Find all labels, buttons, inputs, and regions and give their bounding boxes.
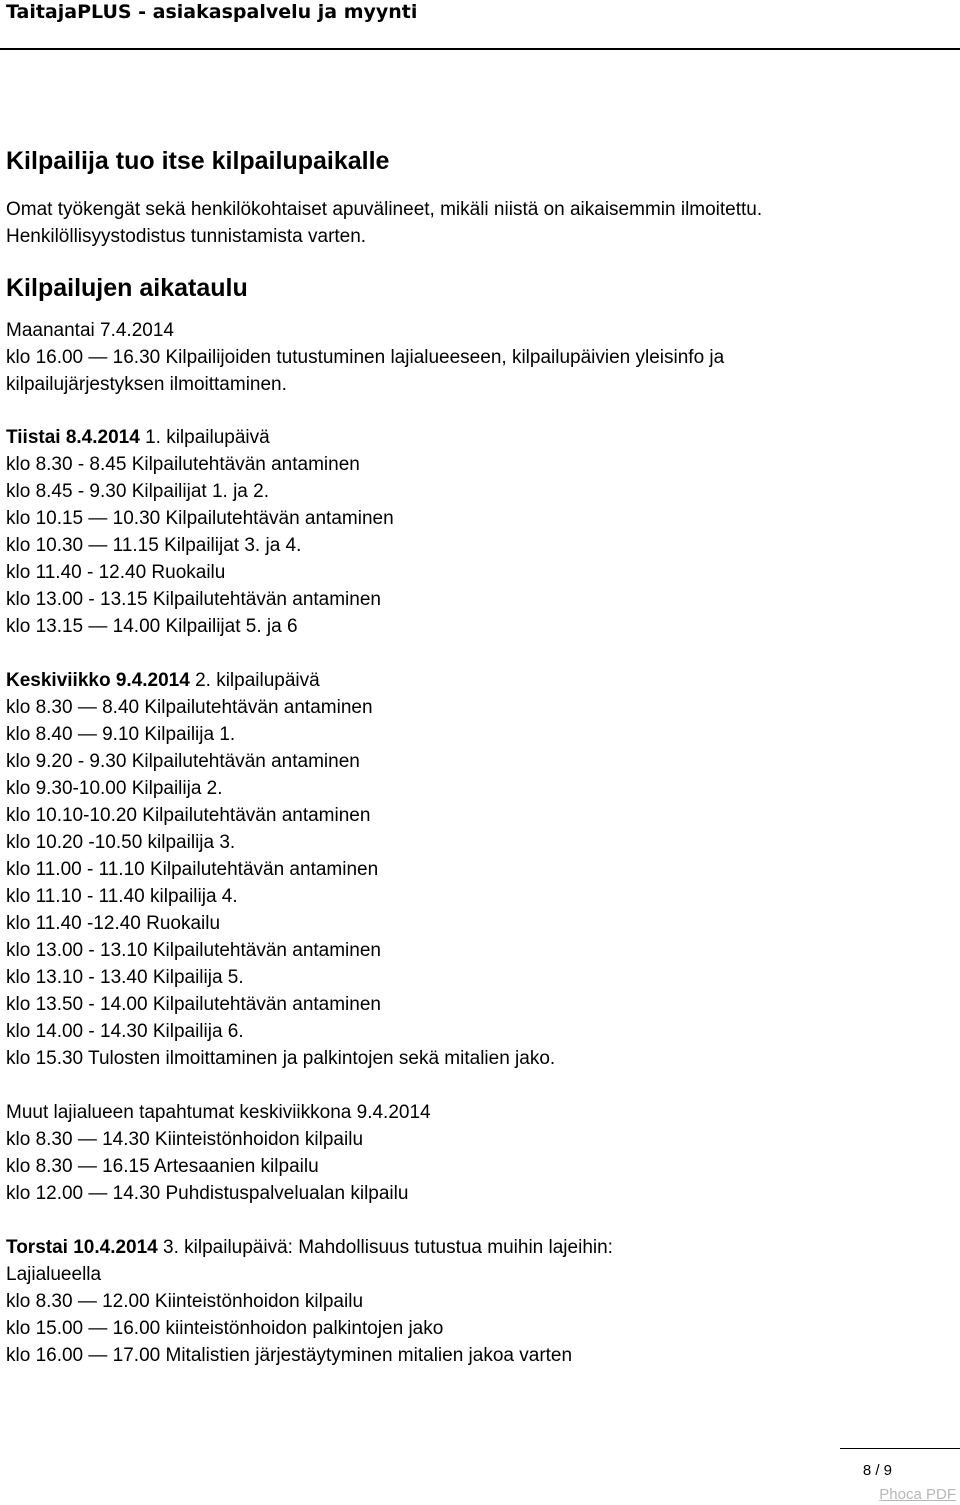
schedule-line: klo 15.00 — 16.00 kiinteistönhoidon palkintojen jako bbox=[6, 1318, 444, 1339]
thursday-date: Torstai 10.4.2014 bbox=[6, 1237, 158, 1258]
document-body bbox=[6, 145, 946, 1369]
header-divider bbox=[0, 48, 960, 50]
schedule-line: klo 13.00 - 13.15 Kilpailutehtävän antaminen bbox=[6, 589, 381, 610]
schedule-line: klo 13.15 — 14.00 Kilpailijat 5. ja 6 bbox=[6, 616, 298, 637]
schedule-line: klo 10.15 — 10.30 Kilpailutehtävän antaminen bbox=[6, 508, 394, 529]
section-title-bring-items: Kilpailija tuo itse kilpailupaikalle bbox=[6, 147, 390, 175]
schedule-line: klo 16.00 — 16.30 Kilpailijoiden tutustuminen lajialueeseen, kilpailupäivien yleisinfo ja bbox=[6, 347, 725, 368]
schedule-line: klo 8.30 - 8.45 Kilpailutehtävän antaminen bbox=[6, 454, 360, 475]
schedule-line: klo 14.00 - 14.30 Kilpailija 6. bbox=[6, 1021, 244, 1042]
schedule-line: klo 9.30-10.00 Kilpailija 2. bbox=[6, 778, 223, 799]
schedule-line: klo 11.40 - 12.40 Ruokailu bbox=[6, 562, 226, 583]
schedule-line: klo 11.00 - 11.10 Kilpailutehtävän antaminen bbox=[6, 859, 379, 880]
schedule-line: klo 10.10-10.20 Kilpailutehtävän antaminen bbox=[6, 805, 371, 826]
schedule-line: Lajialueella bbox=[6, 1264, 102, 1285]
thursday-heading bbox=[6, 1234, 946, 1261]
bring-items-line: Henkilöllisyystodistus tunnistamista varten. bbox=[6, 226, 367, 247]
phoca-pdf-link[interactable]: Phoca PDF bbox=[879, 1486, 956, 1503]
schedule-line: klo 8.30 — 14.30 Kiinteistönhoidon kilpailu bbox=[6, 1129, 364, 1150]
wednesday-date: Keskiviikko 9.4.2014 bbox=[6, 670, 190, 691]
bring-items-line: Omat työkengät sekä henkilökohtaiset apuvälineet, mikäli niistä on aikaisemmin ilmoitettu. bbox=[6, 199, 763, 220]
schedule-line: klo 13.50 - 14.00 Kilpailutehtävän antaminen bbox=[6, 994, 381, 1015]
schedule-line: kilpailujärjestyksen ilmoittaminen. bbox=[6, 374, 287, 395]
tuesday-date: Tiistai 8.4.2014 bbox=[6, 427, 140, 448]
other-events-heading: Muut lajialueen tapahtumat keskiviikkona 9.4.2014 bbox=[6, 1102, 431, 1123]
schedule-line: klo 16.00 — 17.00 Mitalistien järjestäytyminen mitalien jakoa varten bbox=[6, 1345, 573, 1366]
wednesday-day-label: 2. kilpailupäivä bbox=[189, 670, 320, 691]
schedule-line: klo 8.30 — 12.00 Kiinteistönhoidon kilpailu bbox=[6, 1291, 364, 1312]
wednesday-heading bbox=[6, 667, 946, 694]
tuesday-heading bbox=[6, 424, 946, 451]
document-header-title: TaitajaPLUS - asiakaspalvelu ja myynti bbox=[6, 1, 418, 23]
schedule-line: klo 10.20 -10.50 kilpailija 3. bbox=[6, 832, 236, 853]
schedule-line: klo 13.00 - 13.10 Kilpailutehtävän antaminen bbox=[6, 940, 381, 961]
schedule-line: klo 13.10 - 13.40 Kilpailija 5. bbox=[6, 967, 244, 988]
schedule-line: klo 11.40 -12.40 Ruokailu bbox=[6, 913, 221, 934]
schedule-line: klo 8.45 - 9.30 Kilpailijat 1. ja 2. bbox=[6, 481, 269, 502]
section-title-schedule: Kilpailujen aikataulu bbox=[6, 274, 248, 302]
schedule-line: klo 8.30 — 8.40 Kilpailutehtävän antaminen bbox=[6, 697, 373, 718]
schedule-line: klo 9.20 - 9.30 Kilpailutehtävän antaminen bbox=[6, 751, 360, 772]
tuesday-day-label: 1. kilpailupäivä bbox=[139, 427, 270, 448]
monday-heading: Maanantai 7.4.2014 bbox=[6, 320, 174, 341]
thursday-day-label: 3. kilpailupäivä: Mahdollisuus tutustua muihin lajeihin: bbox=[157, 1237, 613, 1258]
schedule-line: klo 12.00 — 14.30 Puhdistuspalvelualan kilpailu bbox=[6, 1183, 409, 1204]
schedule-line: klo 11.10 - 11.40 kilpailija 4. bbox=[6, 886, 238, 907]
schedule-line: klo 8.30 — 16.15 Artesaanien kilpailu bbox=[6, 1156, 319, 1177]
page-number: 8 / 9 bbox=[862, 1462, 892, 1479]
footer-divider bbox=[840, 1448, 960, 1449]
schedule-line: klo 10.30 — 11.15 Kilpailijat 3. ja 4. bbox=[6, 535, 302, 556]
schedule-line: klo 8.40 — 9.10 Kilpailija 1. bbox=[6, 724, 236, 745]
schedule-line: klo 15.30 Tulosten ilmoittaminen ja palkintojen sekä mitalien jako. bbox=[6, 1048, 556, 1069]
